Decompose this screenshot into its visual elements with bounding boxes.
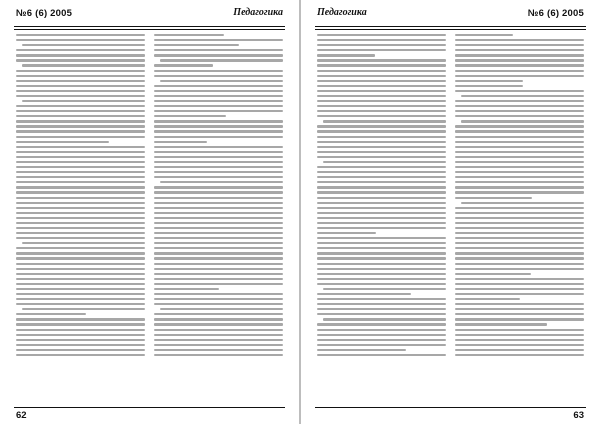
- text-line: [154, 90, 283, 92]
- text-line: [154, 120, 283, 122]
- text-line: [16, 344, 145, 346]
- text-line: [16, 197, 145, 199]
- text-line: [317, 293, 411, 295]
- text-line: [317, 339, 446, 341]
- text-line: [455, 105, 584, 107]
- text-line: [16, 171, 145, 173]
- text-line: [455, 186, 584, 188]
- text-line: [455, 191, 584, 193]
- text-line: [317, 334, 446, 336]
- text-line: [154, 349, 283, 351]
- text-line: [455, 125, 584, 127]
- text-line: [317, 54, 375, 56]
- text-line: [22, 242, 145, 244]
- text-line: [154, 75, 283, 77]
- header-rule: [315, 26, 586, 27]
- text-line: [16, 156, 145, 158]
- text-line: [455, 323, 547, 325]
- text-line: [160, 59, 283, 61]
- text-line: [317, 39, 446, 41]
- text-line: [16, 202, 145, 204]
- text-line: [154, 110, 283, 112]
- text-line: [16, 49, 145, 51]
- text-line: [154, 278, 283, 280]
- text-line: [317, 64, 446, 66]
- text-line: [455, 318, 584, 320]
- header-rule-thin: [14, 29, 285, 30]
- text-line: [455, 54, 584, 56]
- text-line: [16, 232, 145, 234]
- text-line: [455, 227, 584, 229]
- text-line: [317, 125, 446, 127]
- text-line: [317, 136, 446, 138]
- text-line: [16, 90, 145, 92]
- text-line: [455, 354, 584, 356]
- text-line: [317, 191, 446, 193]
- text-line: [455, 75, 584, 77]
- issue-number: №6 (6) 2005: [527, 8, 584, 19]
- text-line: [455, 115, 584, 117]
- text-line: [154, 339, 283, 341]
- text-line: [16, 115, 145, 117]
- text-line: [455, 197, 532, 199]
- text-line: [455, 44, 584, 46]
- text-line: [154, 344, 283, 346]
- text-line: [16, 176, 145, 178]
- text-line: [317, 344, 446, 346]
- text-line: [455, 207, 584, 209]
- text-line: [317, 90, 446, 92]
- text-line: [154, 329, 283, 331]
- text-line: [154, 161, 283, 163]
- text-line: [317, 308, 446, 310]
- text-line: [154, 105, 283, 107]
- text-line: [455, 80, 523, 82]
- text-line: [154, 130, 283, 132]
- text-line: [154, 100, 283, 102]
- text-line: [317, 202, 446, 204]
- text-line: [455, 339, 584, 341]
- text-line: [317, 176, 446, 178]
- text-line: [323, 161, 446, 163]
- text-line: [317, 156, 446, 158]
- text-line: [16, 303, 145, 305]
- header-rule: [14, 26, 285, 27]
- text-line: [16, 323, 145, 325]
- text-line: [317, 232, 376, 234]
- right-page-body: [317, 34, 584, 400]
- text-line: [317, 323, 446, 325]
- text-line: [455, 59, 584, 61]
- text-line: [461, 202, 584, 204]
- text-line: [317, 110, 446, 112]
- text-line: [455, 181, 584, 183]
- text-line: [317, 197, 446, 199]
- text-line: [154, 186, 283, 188]
- text-line: [16, 130, 145, 132]
- text-line: [455, 90, 584, 92]
- text-line: [317, 151, 446, 153]
- text-line: [455, 278, 584, 280]
- text-line: [154, 141, 207, 143]
- text-line: [16, 125, 145, 127]
- text-line: [455, 313, 584, 315]
- text-line: [16, 318, 145, 320]
- text-line: [317, 257, 446, 259]
- text-line: [455, 242, 584, 244]
- text-line: [455, 268, 584, 270]
- text-line: [455, 212, 584, 214]
- text-line: [455, 34, 513, 36]
- text-line: [317, 349, 406, 351]
- text-line: [455, 222, 584, 224]
- text-line: [154, 176, 283, 178]
- text-line: [154, 323, 283, 325]
- text-line: [16, 120, 145, 122]
- text-line: [16, 85, 145, 87]
- text-line: [154, 257, 283, 259]
- text-line: [455, 252, 584, 254]
- text-line: [16, 278, 145, 280]
- text-line: [154, 207, 283, 209]
- section-title: Педагогика: [317, 7, 367, 18]
- text-line: [16, 313, 86, 315]
- text-line: [154, 44, 239, 46]
- text-line: [455, 39, 584, 41]
- text-line: [16, 334, 145, 336]
- text-line: [455, 293, 584, 295]
- text-line: [317, 141, 446, 143]
- text-line: [317, 217, 446, 219]
- text-line: [154, 227, 283, 229]
- text-line: [154, 263, 283, 265]
- text-line: [16, 339, 145, 341]
- text-line: [317, 222, 446, 224]
- text-line: [317, 75, 446, 77]
- text-line: [317, 252, 446, 254]
- text-line: [317, 34, 446, 36]
- text-line: [16, 252, 145, 254]
- text-line: [22, 64, 145, 66]
- text-line: [16, 349, 145, 351]
- text-line: [154, 237, 283, 239]
- text-line: [317, 181, 446, 183]
- text-line: [154, 34, 224, 36]
- left-page-body: [16, 34, 283, 400]
- text-line: [455, 100, 584, 102]
- text-line: [154, 222, 283, 224]
- text-line: [16, 146, 145, 148]
- issue-number: №6 (6) 2005: [16, 8, 73, 19]
- text-line: [455, 166, 584, 168]
- text-line: [154, 232, 283, 234]
- text-line: [455, 136, 584, 138]
- text-line: [317, 273, 446, 275]
- text-line: [455, 344, 584, 346]
- text-line: [455, 146, 584, 148]
- text-line: [455, 303, 584, 305]
- text-line: [317, 186, 446, 188]
- text-line: [461, 120, 584, 122]
- text-line: [317, 298, 446, 300]
- body-column: [16, 34, 145, 400]
- text-line: [16, 181, 145, 183]
- footer-rule: [315, 407, 586, 408]
- text-line: [317, 212, 446, 214]
- text-line: [455, 156, 584, 158]
- text-line: [22, 308, 145, 310]
- text-line: [154, 303, 283, 305]
- text-line: [154, 273, 283, 275]
- text-line: [154, 298, 283, 300]
- text-line: [16, 151, 145, 153]
- text-line: [154, 85, 283, 87]
- text-line: [154, 202, 283, 204]
- text-line: [154, 49, 283, 51]
- text-line: [317, 263, 446, 265]
- text-line: [455, 349, 584, 351]
- text-line: [317, 44, 446, 46]
- text-line: [154, 252, 283, 254]
- text-line: [317, 85, 446, 87]
- text-line: [317, 49, 446, 51]
- text-line: [154, 95, 283, 97]
- text-line: [160, 308, 283, 310]
- text-line: [16, 136, 145, 138]
- text-line: [16, 212, 145, 214]
- text-line: [317, 59, 446, 61]
- text-line: [16, 186, 145, 188]
- text-line: [317, 100, 446, 102]
- text-line: [317, 207, 446, 209]
- text-line: [455, 141, 584, 143]
- text-line: [154, 191, 283, 193]
- text-line: [317, 247, 446, 249]
- text-line: [317, 283, 446, 285]
- text-line: [455, 70, 584, 72]
- text-line: [317, 354, 446, 356]
- text-line: [154, 293, 283, 295]
- right-page: [300, 0, 600, 424]
- text-line: [154, 242, 283, 244]
- text-line: [317, 166, 446, 168]
- text-line: [16, 298, 145, 300]
- text-line: [154, 146, 283, 148]
- text-line: [16, 34, 145, 36]
- text-line: [154, 268, 283, 270]
- text-line: [455, 171, 584, 173]
- text-line: [16, 273, 145, 275]
- text-line: [323, 288, 446, 290]
- text-line: [455, 232, 584, 234]
- text-line: [317, 227, 446, 229]
- page-number: 62: [16, 410, 27, 421]
- text-line: [154, 288, 219, 290]
- text-line: [317, 237, 446, 239]
- text-line: [455, 273, 531, 275]
- text-line: [154, 125, 283, 127]
- body-column: [455, 34, 584, 400]
- text-line: [455, 334, 584, 336]
- text-line: [154, 354, 283, 356]
- left-page-header: [14, 6, 285, 24]
- text-line: [455, 263, 584, 265]
- text-line: [16, 247, 145, 249]
- text-line: [16, 110, 145, 112]
- text-line: [317, 115, 446, 117]
- text-line: [317, 171, 446, 173]
- text-line: [16, 161, 145, 163]
- text-line: [455, 130, 584, 132]
- text-line: [16, 257, 145, 259]
- text-line: [154, 313, 283, 315]
- text-line: [455, 217, 584, 219]
- text-line: [455, 298, 520, 300]
- text-line: [160, 181, 283, 183]
- text-line: [16, 166, 145, 168]
- text-line: [455, 237, 584, 239]
- text-line: [16, 237, 145, 239]
- header-rule-thin: [315, 29, 586, 30]
- text-line: [16, 293, 145, 295]
- text-line: [16, 222, 145, 224]
- text-line: [154, 217, 283, 219]
- text-line: [455, 64, 584, 66]
- page-number: 63: [573, 410, 584, 421]
- section-title: Педагогика: [233, 7, 283, 18]
- text-line: [455, 151, 584, 153]
- text-line: [16, 268, 145, 270]
- text-line: [16, 70, 145, 72]
- body-column: [317, 34, 446, 400]
- text-line: [16, 329, 145, 331]
- text-line: [317, 329, 446, 331]
- text-line: [154, 283, 283, 285]
- text-line: [317, 105, 446, 107]
- body-column: [154, 34, 283, 400]
- text-line: [455, 288, 584, 290]
- text-line: [16, 141, 109, 143]
- text-line: [154, 115, 226, 117]
- text-line: [16, 54, 145, 56]
- text-line: [154, 70, 283, 72]
- text-line: [154, 318, 283, 320]
- text-line: [160, 80, 283, 82]
- text-line: [317, 268, 446, 270]
- text-line: [455, 257, 584, 259]
- text-line: [455, 110, 584, 112]
- text-line: [455, 308, 584, 310]
- text-line: [16, 217, 145, 219]
- text-line: [455, 85, 523, 87]
- text-line: [461, 95, 584, 97]
- text-line: [317, 146, 446, 148]
- text-line: [16, 191, 145, 193]
- text-line: [16, 59, 145, 61]
- text-line: [16, 263, 145, 265]
- text-line: [154, 334, 283, 336]
- text-line: [317, 70, 446, 72]
- text-line: [154, 247, 283, 249]
- text-line: [16, 207, 145, 209]
- right-page-header: [315, 6, 586, 24]
- text-line: [455, 283, 584, 285]
- text-line: [16, 354, 145, 356]
- text-line: [16, 75, 145, 77]
- text-line: [154, 156, 283, 158]
- text-line: [154, 166, 283, 168]
- text-line: [455, 161, 584, 163]
- text-line: [154, 54, 283, 56]
- text-line: [16, 283, 145, 285]
- text-line: [317, 95, 446, 97]
- text-line: [323, 318, 446, 320]
- text-line: [317, 242, 446, 244]
- text-line: [317, 278, 446, 280]
- text-line: [154, 197, 283, 199]
- text-line: [154, 39, 283, 41]
- text-line: [317, 80, 446, 82]
- text-line: [154, 64, 213, 66]
- text-line: [16, 227, 145, 229]
- text-line: [22, 44, 145, 46]
- text-line: [16, 105, 145, 107]
- text-line: [154, 151, 283, 153]
- text-line: [154, 171, 283, 173]
- text-line: [16, 39, 145, 41]
- text-line: [16, 80, 145, 82]
- text-line: [16, 288, 145, 290]
- text-line: [455, 329, 584, 331]
- text-line: [154, 212, 283, 214]
- text-line: [22, 100, 145, 102]
- footer-rule: [14, 407, 285, 408]
- text-line: [317, 303, 446, 305]
- text-line: [323, 120, 446, 122]
- text-line: [317, 130, 446, 132]
- text-line: [16, 95, 145, 97]
- text-line: [317, 313, 446, 315]
- text-line: [455, 247, 584, 249]
- text-line: [455, 176, 584, 178]
- text-line: [154, 136, 283, 138]
- text-line: [455, 49, 584, 51]
